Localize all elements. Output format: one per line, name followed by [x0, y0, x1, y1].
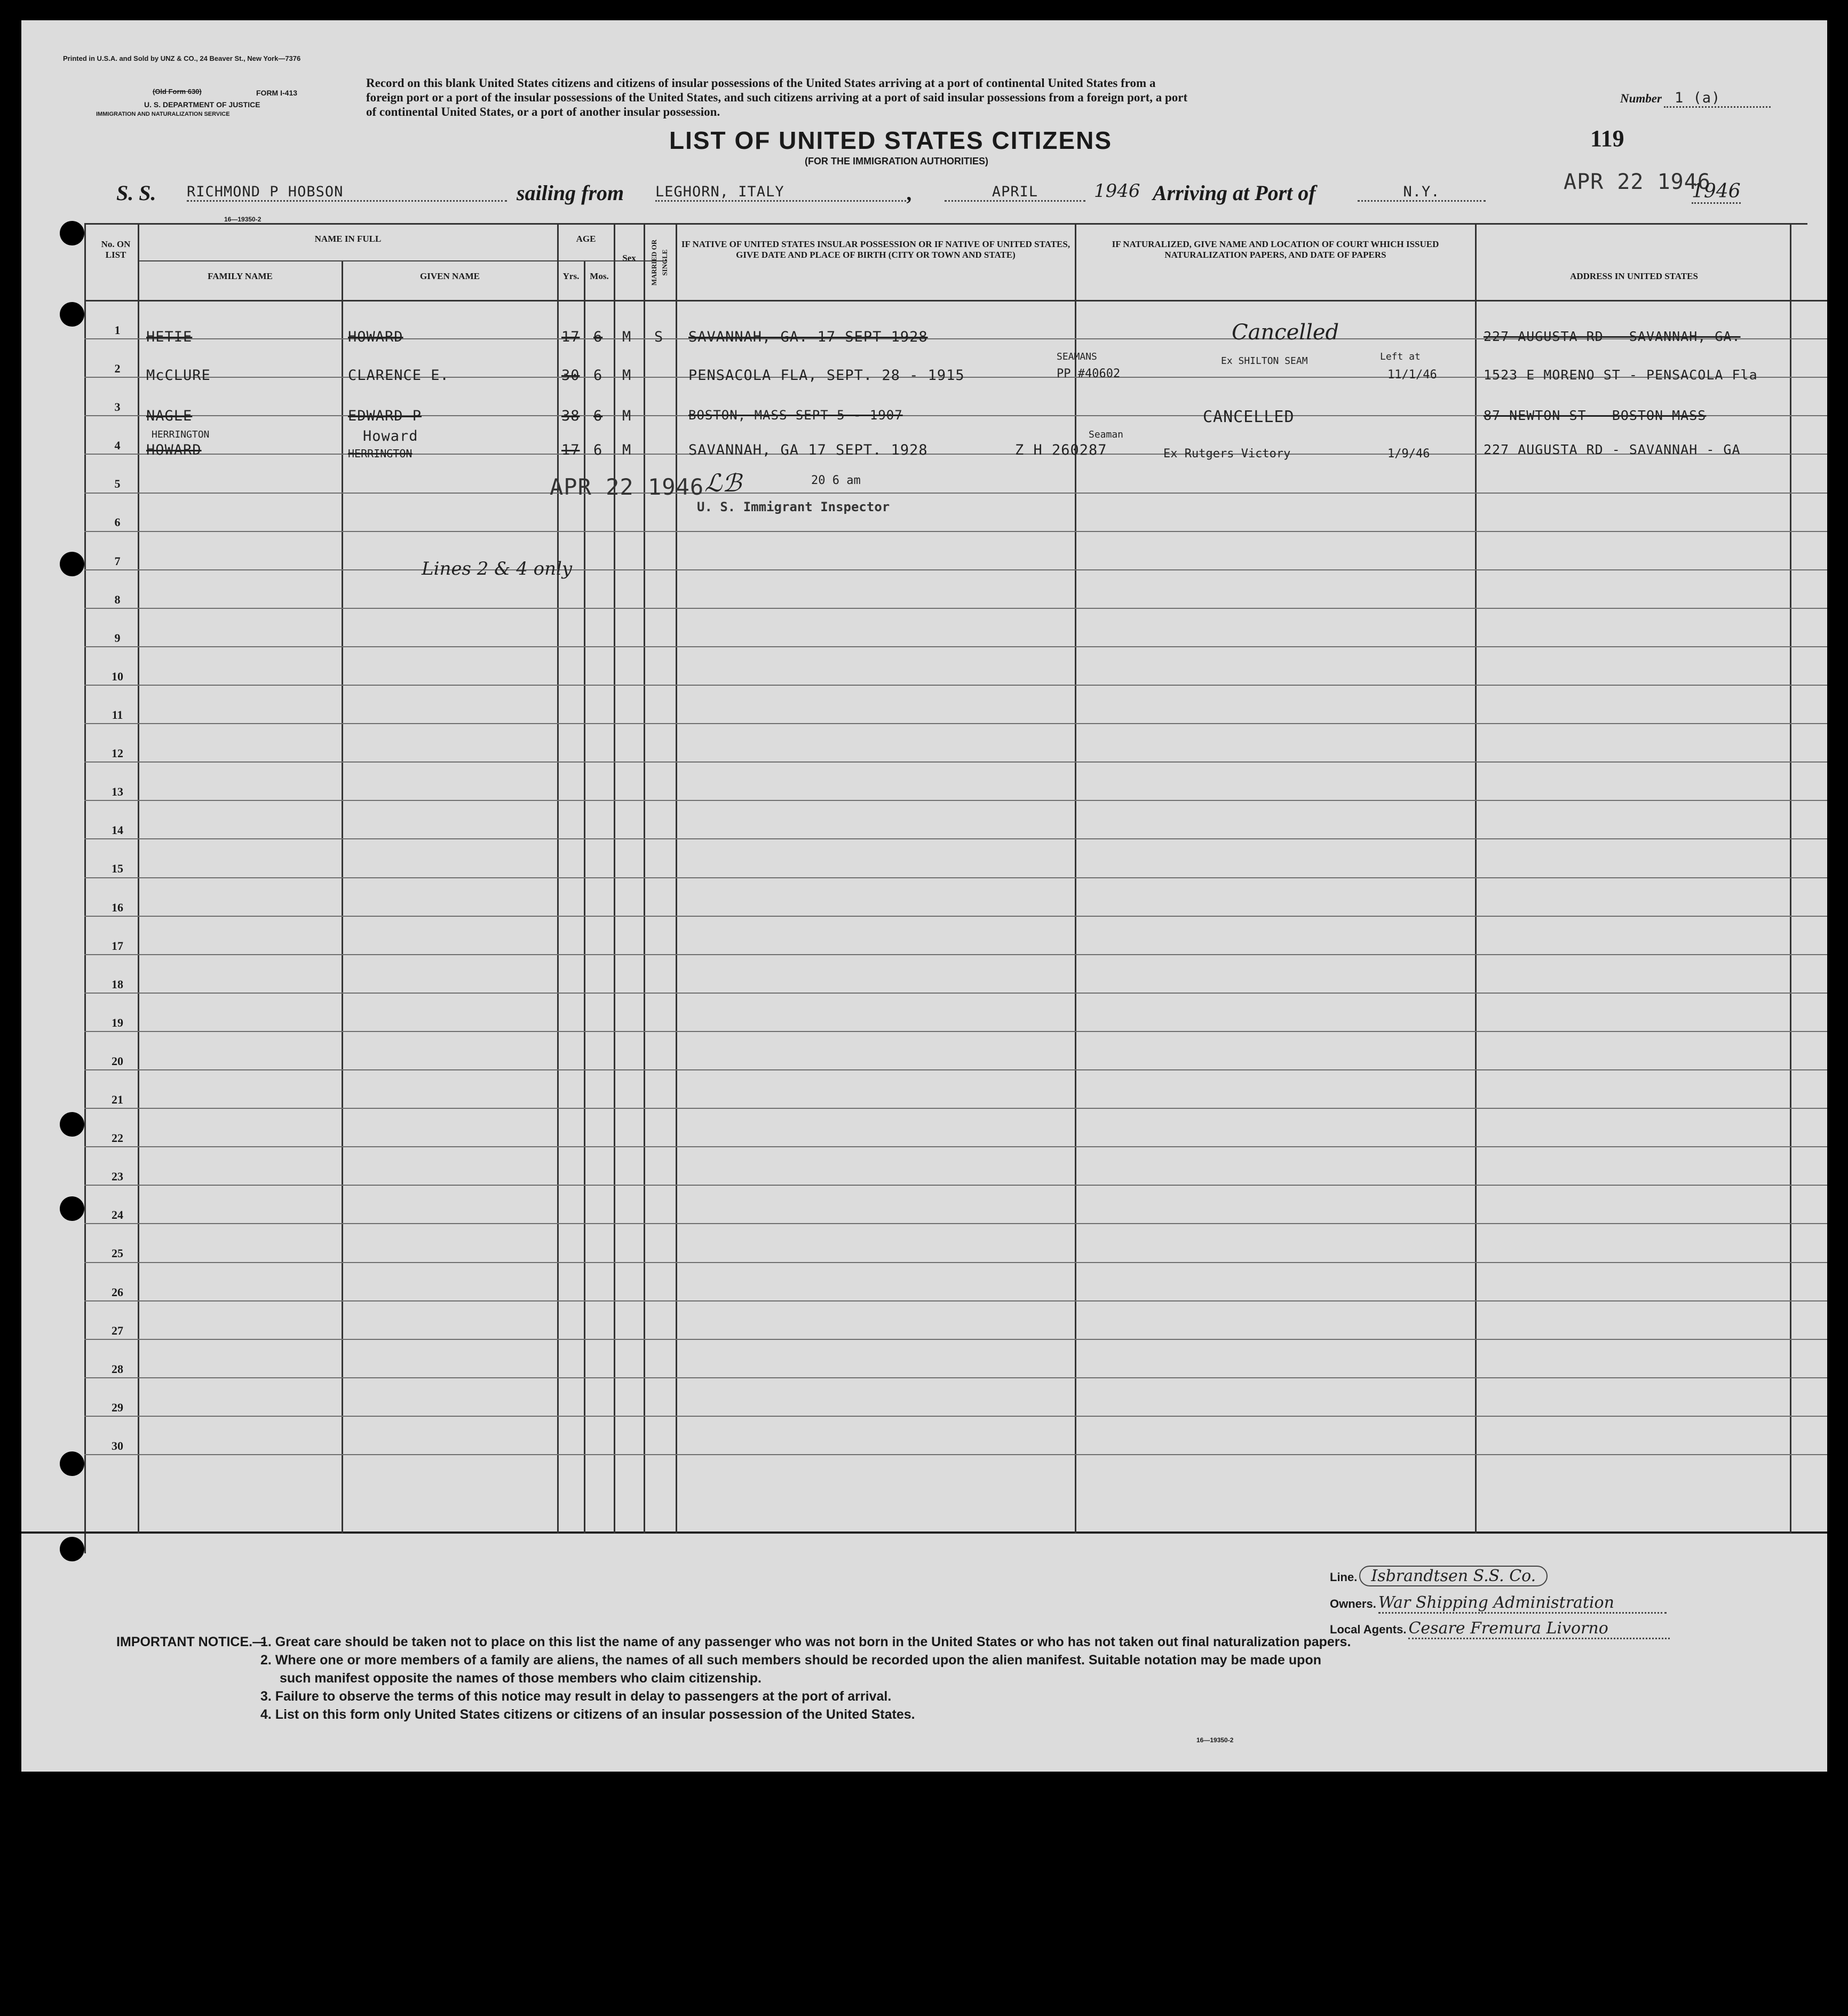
- row2-given: CLARENCE E.: [348, 367, 449, 384]
- row2-family: McCLURE: [146, 367, 211, 384]
- line-number: 2: [114, 362, 121, 375]
- row1-sex: M: [622, 329, 632, 345]
- row3-yrs: 38: [561, 408, 580, 424]
- row-rule: [84, 1031, 1827, 1032]
- line-number: 24: [112, 1208, 123, 1221]
- line-number: 16: [112, 901, 123, 914]
- line-number: 14: [112, 823, 123, 837]
- line-number: 15: [112, 862, 123, 875]
- header-given-name: GIVEN NAME: [420, 271, 480, 281]
- header-bottom-rule: [84, 300, 1827, 301]
- line-number: 10: [112, 670, 123, 683]
- line-value: Isbrandtsen S.S. Co.: [1359, 1566, 1548, 1586]
- row-rule: [84, 877, 1827, 878]
- arrival-date-stamp: APR 22 1946: [1564, 170, 1711, 194]
- row4-mos: 6: [593, 442, 603, 458]
- line-number: 13: [112, 785, 123, 798]
- arrival-port: N.Y.: [1358, 184, 1486, 202]
- owners-value: War Shipping Administration: [1378, 1593, 1667, 1614]
- row-rule: [84, 1377, 1827, 1378]
- row4-given: HERRINGTON: [348, 447, 413, 460]
- row-rule: [84, 761, 1827, 763]
- line-number: 1: [114, 323, 121, 337]
- line-number: 12: [112, 747, 123, 760]
- row3-naturalization: CANCELLED: [1203, 408, 1295, 426]
- header-naturalized: IF NATURALIZED, GIVE NAME AND LOCATION OF COURT WHICH ISSUED NATURALIZATION PAPERS, AND DATE OF PAPERS: [1112, 239, 1439, 260]
- owners-field: Owners. War Shipping Administration: [1330, 1593, 1667, 1614]
- header-name-in-full: NAME IN FULL: [314, 234, 382, 244]
- row4-yrs: 17: [561, 442, 580, 458]
- table-form-ref: 16—19350-2: [224, 216, 261, 223]
- page-number: 119: [1590, 125, 1624, 152]
- inspector-mark: 20 6 am: [811, 474, 861, 487]
- line-number: 30: [112, 1439, 123, 1453]
- printer-line: Printed in U.S.A. and Sold by UNZ & CO., 24 Beaver St., New York—7376: [63, 54, 301, 62]
- row1-birth: SAVANNAH, GA. 17 SEPT 1928: [688, 329, 928, 345]
- row-rule: [84, 1185, 1827, 1186]
- header-address: ADDRESS IN UNITED STATES: [1570, 271, 1698, 281]
- col-divider: [138, 223, 139, 1534]
- page-subtitle: (FOR THE IMMIGRATION AUTHORITIES): [805, 156, 988, 166]
- line-number: 3: [114, 400, 121, 414]
- line-label: Line: [1330, 1570, 1354, 1584]
- line-number: 26: [112, 1285, 123, 1299]
- line-number: 19: [112, 1016, 123, 1029]
- arrival-year: 1946: [1692, 180, 1741, 204]
- line-number: 4: [114, 439, 121, 452]
- row4-family-correction: HERRINGTON: [152, 429, 210, 440]
- record-instructions: [366, 76, 1561, 119]
- row-rule: [84, 608, 1827, 609]
- punch-hole: [60, 302, 84, 327]
- line-number: 22: [112, 1131, 123, 1145]
- row-rule: [84, 531, 1827, 532]
- line-number: 5: [114, 477, 121, 490]
- row4-given-correction: Howard: [363, 428, 418, 445]
- row1-mos: 6: [593, 329, 603, 345]
- agents-label: Local Agents: [1330, 1623, 1403, 1636]
- header-age: AGE: [576, 234, 596, 244]
- row2-mos: 6: [593, 367, 603, 384]
- punch-hole: [60, 1537, 84, 1561]
- row4-sex: M: [622, 442, 632, 458]
- line-number: 21: [112, 1093, 123, 1106]
- row3-birth: BOSTON, MASS SEPT 5 - 1907: [688, 408, 903, 423]
- row2-sex: M: [622, 367, 632, 384]
- header-mos: Mos.: [590, 271, 609, 281]
- ship-name: RICHMOND P HOBSON: [187, 184, 507, 202]
- row3-family: NAGLE: [146, 408, 193, 424]
- row-rule: [84, 954, 1827, 955]
- row2-yrs: 30: [561, 367, 580, 384]
- row-rule: [84, 1069, 1827, 1070]
- row-rule: [84, 993, 1827, 994]
- col-divider: [676, 223, 677, 1534]
- row-rule: [84, 1108, 1827, 1109]
- old-form-ref: (Old Form 630): [153, 88, 202, 96]
- row3-sex: M: [622, 408, 632, 424]
- row-rule: [84, 916, 1827, 917]
- record-text-line: of continental United States, or a port of another insular possession.: [366, 105, 720, 118]
- col-divider: [1075, 223, 1076, 1534]
- row-rule: [84, 723, 1827, 724]
- row2-address: 1523 E MORENO ST - PENSACOLA Fla: [1484, 367, 1758, 383]
- row1-yrs: 17: [561, 329, 580, 345]
- header-no-on-list: No. ON LIST: [101, 239, 131, 260]
- row4-birth: SAVANNAH, GA 17 SEPT. 1928: [688, 442, 928, 458]
- line-number: 28: [112, 1362, 123, 1376]
- row-rule: [84, 838, 1827, 839]
- row1-family: HETIE: [146, 329, 193, 345]
- header-family-name: FAMILY NAME: [208, 271, 273, 281]
- row4-nat-date: 1/9/46: [1387, 447, 1430, 461]
- page-title: LIST OF UNITED STATES CITIZENS: [669, 126, 1113, 154]
- sailing-label: sailing from: [517, 181, 624, 205]
- header-birth: IF NATIVE OF UNITED STATES INSULAR POSSESSION OR IF NATIVE OF UNITED STATES, GIVE DATE AND PLACE OF BIRTH (CITY OR TOWN AND STATE): [681, 239, 1070, 260]
- line-number: 18: [112, 978, 123, 991]
- number-value: 1 (a): [1664, 90, 1771, 108]
- number-label: Number: [1620, 92, 1662, 105]
- ss-label: S. S.: [116, 181, 156, 205]
- line-number: 17: [112, 939, 123, 953]
- record-text-line: Record on this blank United States citizens and citizens of insular possessions of the United States arriving at a port of continental United States from a: [366, 76, 1156, 90]
- row-rule: [84, 1223, 1827, 1224]
- record-text-line: foreign port or a port of the insular possessions of the United States, and such citizens arriving at a port of said insular possessions from a foreign port, a port: [366, 91, 1188, 104]
- manifest-sheet: [21, 20, 1827, 1772]
- arriving-label: Arriving at Port of: [1153, 181, 1316, 205]
- row3-given: EDWARD P: [348, 408, 422, 424]
- row1-naturalization: Cancelled: [1232, 320, 1339, 345]
- row-rule: [84, 1146, 1827, 1147]
- important-notice: [260, 1633, 1827, 1724]
- col-divider: [584, 261, 585, 1534]
- owners-label: Owners: [1330, 1597, 1373, 1610]
- line-number: 27: [112, 1324, 123, 1337]
- col-divider: [342, 261, 343, 1534]
- comma: ,: [907, 181, 913, 205]
- row-rule: [84, 1339, 1827, 1340]
- line-number: 25: [112, 1247, 123, 1260]
- row-rule: [84, 646, 1827, 647]
- footer-form-ref: 16—19350-2: [1196, 1736, 1234, 1744]
- col-divider: [1475, 223, 1477, 1534]
- name-subheader-rule: [139, 260, 667, 261]
- col-divider: [1790, 223, 1791, 1534]
- notice-item: 4. List on this form only United States citizens or citizens of an insular possession of the United States.: [260, 1707, 915, 1722]
- row1-given: HOWARD: [348, 329, 403, 345]
- row2-nat-note: Ex SHILTON SEAM: [1221, 355, 1308, 367]
- row3-address: 87 NEWTON ST - BOSTON MASS: [1484, 408, 1707, 423]
- row1-address: 227 AUGUSTA RD - SAVANNAH, GA.: [1484, 329, 1741, 344]
- row2-birth: PENSACOLA FLA, SEPT. 28 - 1915: [688, 367, 965, 384]
- notice-label: IMPORTANT NOTICE.—: [116, 1634, 266, 1649]
- row-rule: [84, 1300, 1827, 1301]
- row4-address: 227 AUGUSTA RD - SAVANNAH - GA: [1484, 442, 1741, 457]
- line-number: 6: [114, 515, 121, 529]
- line-number: 20: [112, 1054, 123, 1068]
- punch-hole: [60, 1451, 84, 1476]
- col-divider: [644, 223, 645, 1534]
- row3-mos: 6: [593, 408, 603, 424]
- row-rule: [84, 569, 1827, 570]
- row-rule: [84, 1262, 1827, 1263]
- line-number: 11: [112, 708, 123, 721]
- row-rule: [84, 1416, 1827, 1417]
- notice-item: 3. Failure to observe the terms of this notice may result in delay to passengers at the port of arrival.: [260, 1689, 892, 1704]
- agents-field: Local Agents. Cesare Fremura Livorno: [1330, 1619, 1670, 1639]
- notice-item: such manifest opposite the names of those members who claim citizenship.: [280, 1671, 762, 1686]
- row2-nat-note: PP #40602: [1057, 367, 1121, 380]
- row4-naturalization: Ex Rutgers Victory: [1163, 447, 1291, 461]
- inspector-title: U. S. Immigrant Inspector: [697, 499, 890, 514]
- inspector-signature: ℒℬ: [704, 469, 742, 497]
- header-married-single: MARRIED OR SINGLE: [650, 239, 669, 286]
- number-field: [1620, 90, 1771, 108]
- row4-seaman-number: Z H 260287: [1015, 442, 1107, 458]
- lines-note: Lines 2 & 4 only: [422, 558, 573, 580]
- form-code: FORM I-413: [256, 89, 298, 97]
- sailing-year: 1946: [1094, 180, 1140, 202]
- line-number: 9: [114, 631, 121, 645]
- row-rule: [84, 800, 1827, 801]
- punch-hole: [60, 1112, 84, 1137]
- row-rule: [84, 685, 1827, 686]
- department: U. S. DEPARTMENT OF JUSTICE: [144, 100, 260, 109]
- row1-marital: S: [654, 329, 664, 345]
- row4-seaman-note: Seaman: [1089, 429, 1124, 440]
- punch-hole: [60, 1196, 84, 1221]
- row4-family: HOWARD: [146, 442, 202, 458]
- notice-item: 1. Great care should be taken not to place on this list the name of any passenger who was not born in the United States or who has not taken out final naturalization papers.: [260, 1634, 1351, 1649]
- notice-item: 2. Where one or more members of a family are aliens, the names of all such members should be recorded upon the alien manifest. Suitable notation may be made upon: [260, 1653, 1321, 1668]
- col-divider: [557, 223, 559, 1534]
- row2-nat-note: 11/1/46: [1387, 368, 1437, 382]
- row2-nat-note: SEAMANS: [1057, 351, 1097, 362]
- row-rule: [84, 1454, 1827, 1455]
- line-number: 8: [114, 593, 121, 606]
- punch-hole: [60, 221, 84, 245]
- line-number: 23: [112, 1170, 123, 1183]
- agents-value: Cesare Fremura Livorno: [1408, 1619, 1670, 1639]
- sailing-from: LEGHORN, ITALY: [655, 184, 906, 202]
- punch-hole: [60, 552, 84, 576]
- row2-nat-note: Left at: [1380, 351, 1421, 362]
- arrival-stamp: APR 22 1946: [550, 474, 704, 500]
- header-yrs: Yrs.: [562, 271, 580, 281]
- line-number: 29: [112, 1401, 123, 1414]
- header-sex: Sex: [622, 253, 636, 263]
- line-field: Line. Isbrandtsen S.S. Co.: [1330, 1567, 1548, 1585]
- line-number: 7: [114, 554, 121, 568]
- sailing-month: APRIL: [945, 184, 1085, 202]
- row-rule: [84, 493, 1827, 494]
- service: IMMIGRATION AND NATURALIZATION SERVICE: [96, 111, 230, 117]
- table-bottom-rule: [21, 1531, 1827, 1534]
- col-divider: [614, 223, 615, 1534]
